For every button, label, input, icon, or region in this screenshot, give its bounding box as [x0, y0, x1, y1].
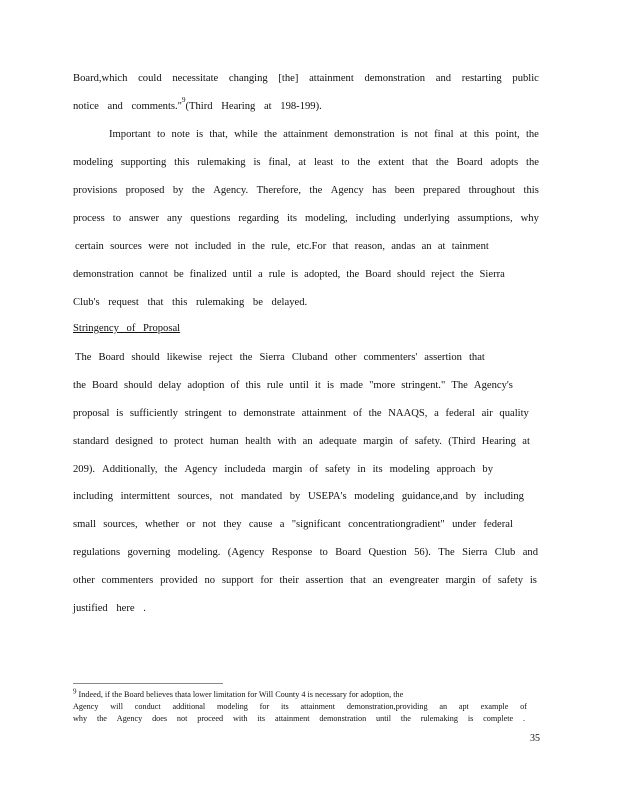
- word: apt: [458, 702, 469, 711]
- word: .: [522, 714, 525, 723]
- word: the: [164, 464, 178, 475]
- word: air: [481, 408, 493, 419]
- word: Agency: [73, 702, 99, 711]
- word: to: [228, 408, 237, 419]
- word: regulations: [73, 547, 121, 558]
- word: demonstration: [319, 714, 367, 723]
- word: at: [522, 436, 530, 447]
- word: could: [138, 73, 162, 84]
- word: proceed: [197, 714, 224, 723]
- word: Board: [335, 547, 362, 558]
- word: Agency: [116, 714, 143, 723]
- word: andas: [391, 241, 416, 252]
- word: governing: [127, 547, 171, 558]
- word: complete: [483, 714, 514, 723]
- word: of: [399, 436, 409, 447]
- word: Board: [92, 380, 118, 391]
- word: the: [400, 714, 411, 723]
- word: stringent: [184, 408, 222, 419]
- body-line-9: [73, 296, 539, 310]
- word: is: [529, 575, 537, 586]
- word: final,: [268, 157, 291, 168]
- word: Response: [271, 547, 313, 558]
- word: to: [341, 157, 350, 168]
- word: Agency's: [473, 380, 513, 391]
- word: example: [480, 702, 509, 711]
- body-line-9-text: Club's request that this rulemaking be delayed.: [73, 297, 308, 308]
- footnote-line-1-text: Indeed, if the Board believes thata lower limitation for Will County 4 is necessary for adoption, the: [76, 690, 404, 699]
- section-line-8: [73, 546, 538, 560]
- word: rule,: [271, 241, 291, 252]
- body-line-2-tail: (Third Hearing at 198-199).: [185, 101, 322, 112]
- section-line-6: [73, 490, 524, 504]
- word: under: [452, 519, 477, 530]
- word: until: [289, 380, 309, 391]
- word: rule: [268, 269, 286, 280]
- word: demonstration: [364, 73, 426, 84]
- section-line-10-text: justified here .: [73, 603, 146, 614]
- word: the: [357, 157, 371, 168]
- word: an: [439, 702, 448, 711]
- word: "significant: [291, 519, 341, 530]
- word: protect: [174, 436, 204, 447]
- word: attainment: [283, 129, 328, 140]
- body-line-5: [73, 184, 539, 198]
- word: modeling.: [177, 547, 221, 558]
- word: to: [319, 547, 328, 558]
- word: is: [467, 714, 474, 723]
- word: any: [167, 213, 183, 224]
- word: the: [73, 380, 86, 391]
- word: mandated: [240, 491, 283, 502]
- word: proposal: [73, 408, 110, 419]
- word: assertion: [305, 575, 344, 586]
- word: Important: [109, 129, 151, 140]
- word: human: [209, 436, 239, 447]
- section-line-4: [73, 435, 530, 449]
- word: proposed: [125, 185, 165, 196]
- word: be: [173, 269, 184, 280]
- word: of: [520, 702, 527, 711]
- word: their: [279, 575, 299, 586]
- word: or: [186, 519, 196, 530]
- word: health: [245, 436, 271, 447]
- body-line-8: [73, 268, 505, 282]
- word: of: [353, 408, 362, 419]
- word: safety.: [414, 436, 442, 447]
- word: rule: [266, 380, 284, 391]
- word: this: [245, 380, 261, 391]
- word: included: [194, 241, 232, 252]
- word: safety: [497, 575, 524, 586]
- word: its: [280, 702, 289, 711]
- word: modeling,: [304, 213, 348, 224]
- word: modeling: [354, 491, 395, 502]
- word: regarding: [238, 213, 279, 224]
- word: adopted,: [304, 269, 341, 280]
- body-line-7: [75, 240, 489, 254]
- word: not: [176, 714, 188, 723]
- word: Board: [365, 269, 392, 280]
- word: includeda: [224, 464, 266, 475]
- word: finalized: [189, 269, 227, 280]
- word: small: [73, 519, 96, 530]
- word: Agency: [184, 464, 218, 475]
- word: designed: [115, 436, 153, 447]
- word: of: [230, 380, 240, 391]
- word: of: [482, 575, 492, 586]
- word: at: [459, 129, 468, 140]
- word: its: [372, 464, 383, 475]
- word: changing: [228, 73, 268, 84]
- word: they: [223, 519, 242, 530]
- word: sources: [110, 241, 142, 252]
- word: prepared: [423, 185, 461, 196]
- word: an: [372, 575, 383, 586]
- word: an: [302, 436, 313, 447]
- word: why: [520, 213, 539, 224]
- word: sources,: [177, 491, 213, 502]
- word: extent: [378, 157, 405, 168]
- word: demonstration,providing: [346, 702, 428, 711]
- word: that: [468, 352, 485, 363]
- word: Board,which: [73, 73, 128, 84]
- word: final: [434, 129, 454, 140]
- word: answer: [129, 213, 160, 224]
- word: cannot: [139, 269, 168, 280]
- word: Sierra: [479, 269, 505, 280]
- word: margin: [445, 575, 476, 586]
- word: Cluband: [291, 352, 328, 363]
- section-line-7: [73, 518, 513, 532]
- word: The: [438, 547, 455, 558]
- word: been: [394, 185, 415, 196]
- word: approach: [436, 464, 476, 475]
- word: why: [73, 714, 88, 723]
- word: underlying: [403, 213, 450, 224]
- word: quality: [499, 408, 529, 419]
- word: intermittent: [120, 491, 171, 502]
- word: delay: [158, 380, 182, 391]
- word: Therefore,: [256, 185, 301, 196]
- word: is: [196, 129, 204, 140]
- word: a: [258, 269, 263, 280]
- section-heading: Stringency of Proposal: [73, 323, 181, 334]
- footnote-divider: [73, 683, 223, 684]
- word: attainment: [300, 702, 336, 711]
- word: Club: [494, 547, 516, 558]
- word: for: [260, 575, 273, 586]
- word: attainment: [274, 714, 310, 723]
- word: sufficiently: [129, 408, 178, 419]
- word: conduct: [134, 702, 161, 711]
- word: other: [334, 352, 357, 363]
- word: at: [437, 241, 446, 252]
- word: that: [332, 241, 349, 252]
- word: Agency: [330, 185, 364, 196]
- word: at: [298, 157, 307, 168]
- word: is: [116, 408, 124, 419]
- word: provided: [160, 575, 198, 586]
- word: supporting: [120, 157, 167, 168]
- word: necessitate: [172, 73, 219, 84]
- word: Additionally,: [102, 464, 158, 475]
- word: concentrationgradient": [348, 519, 445, 530]
- word: until: [376, 714, 392, 723]
- word: the: [239, 352, 253, 363]
- word: that,: [209, 129, 228, 140]
- word: demonstration: [334, 129, 395, 140]
- word: point,: [495, 129, 520, 140]
- word: to: [112, 213, 122, 224]
- word: Board: [98, 352, 125, 363]
- word: of: [309, 464, 319, 475]
- body-line-2-text: notice and comments.": [73, 101, 182, 112]
- word: Agency.: [213, 185, 249, 196]
- word: adequate: [319, 436, 357, 447]
- word: reject: [209, 352, 233, 363]
- word: that: [412, 157, 428, 168]
- word: The: [451, 380, 468, 391]
- word: demonstration: [73, 269, 134, 280]
- word: 209).: [73, 464, 96, 475]
- word: to: [157, 129, 166, 140]
- word: has: [372, 185, 387, 196]
- word: safety: [325, 464, 351, 475]
- word: Board: [456, 157, 483, 168]
- word: were: [148, 241, 169, 252]
- word: an: [421, 241, 432, 252]
- word: the: [368, 408, 382, 419]
- word: etc.For: [296, 241, 327, 252]
- word: additional: [172, 702, 206, 711]
- word: including: [73, 491, 114, 502]
- word: reason,: [354, 241, 385, 252]
- word: it: [314, 380, 321, 391]
- body-line-6: [73, 212, 539, 226]
- word: not: [202, 519, 217, 530]
- word: is: [291, 269, 299, 280]
- word: support: [221, 575, 254, 586]
- word: a: [434, 408, 439, 419]
- word: the: [346, 269, 360, 280]
- word: the: [460, 269, 474, 280]
- word: not: [414, 129, 428, 140]
- word: should: [124, 380, 153, 391]
- word: this: [473, 129, 489, 140]
- word: the: [435, 157, 449, 168]
- word: other: [73, 575, 95, 586]
- word: made: [340, 380, 363, 391]
- page-number: 35: [530, 733, 540, 744]
- word: modeling: [389, 464, 430, 475]
- word: by: [172, 185, 184, 196]
- word: that: [350, 575, 366, 586]
- word: adopts: [490, 157, 519, 168]
- word: questions: [190, 213, 231, 224]
- word: for: [259, 702, 270, 711]
- word: modeling: [73, 157, 114, 168]
- section-line-1: [75, 351, 485, 365]
- section-line-5: [73, 463, 493, 477]
- word: Question: [368, 547, 407, 558]
- word: margin: [272, 464, 303, 475]
- word: whether: [144, 519, 180, 530]
- footnote-mark: 9: [73, 687, 77, 696]
- word: this: [174, 157, 190, 168]
- word: by: [465, 491, 477, 502]
- word: restarting: [461, 73, 502, 84]
- word: the: [309, 185, 323, 196]
- word: the: [525, 129, 539, 140]
- section-line-10: [73, 602, 539, 616]
- word: stringent.": [401, 380, 446, 391]
- word: is: [400, 129, 409, 140]
- word: in: [237, 241, 246, 252]
- word: public: [512, 73, 539, 84]
- word: by: [482, 464, 493, 475]
- word: while: [234, 129, 258, 140]
- word: "more: [369, 380, 396, 391]
- word: no: [204, 575, 216, 586]
- word: (Third: [448, 436, 476, 447]
- word: the: [526, 157, 539, 168]
- word: throughout: [468, 185, 516, 196]
- word: does: [152, 714, 168, 723]
- word: process: [73, 213, 105, 224]
- section-line-3: [73, 407, 529, 421]
- word: will: [110, 702, 123, 711]
- word: including: [483, 491, 524, 502]
- word: [the]: [278, 73, 299, 84]
- footnote-line-2: [73, 701, 527, 712]
- word: guidance,and: [401, 491, 459, 502]
- word: is: [253, 157, 261, 168]
- section-line-9: [73, 574, 537, 588]
- word: with: [277, 436, 297, 447]
- word: 56).: [414, 547, 431, 558]
- word: provisions: [73, 185, 118, 196]
- word: assertion: [424, 352, 462, 363]
- word: Hearing: [481, 436, 516, 447]
- footnote-line-1: [73, 689, 517, 700]
- word: assumptions,: [457, 213, 513, 224]
- word: least: [313, 157, 334, 168]
- word: federal: [483, 519, 513, 530]
- word: not: [219, 491, 234, 502]
- word: Sierra: [462, 547, 488, 558]
- footnote-ref: 9: [182, 96, 186, 104]
- body-line-4: [73, 156, 539, 170]
- word: margin: [363, 436, 393, 447]
- word: Sierra: [259, 352, 285, 363]
- word: modeling: [216, 702, 248, 711]
- word: its: [257, 714, 266, 723]
- word: the: [191, 185, 205, 196]
- word: tainment: [451, 241, 489, 252]
- word: attainment: [301, 408, 347, 419]
- word: with: [232, 714, 248, 723]
- word: and: [435, 73, 452, 84]
- word: likewise: [166, 352, 202, 363]
- word: cause: [248, 519, 273, 530]
- body-line-2: [73, 96, 539, 114]
- word: attainment: [309, 73, 354, 84]
- word: in: [357, 464, 366, 475]
- word: and: [522, 547, 538, 558]
- word: reject: [431, 269, 455, 280]
- word: until: [232, 269, 253, 280]
- word: standard: [73, 436, 109, 447]
- word: NAAQS,: [388, 408, 428, 419]
- word: to: [159, 436, 168, 447]
- word: the: [96, 714, 107, 723]
- word: evengreater: [389, 575, 439, 586]
- word: commenters: [101, 575, 154, 586]
- word: rulemaking: [197, 157, 246, 168]
- footnote-first-wrap: [73, 689, 403, 700]
- word: a: [279, 519, 285, 530]
- word: demonstrate: [243, 408, 296, 419]
- body-line-1: [73, 72, 539, 86]
- section-line-2: [73, 379, 513, 393]
- body-line-3: [109, 128, 539, 142]
- word: not: [174, 241, 189, 252]
- word: the: [263, 129, 277, 140]
- word: certain: [75, 241, 104, 252]
- word: by: [289, 491, 301, 502]
- word: note: [171, 129, 190, 140]
- word: USEPA's: [307, 491, 347, 502]
- word: its: [286, 213, 297, 224]
- word: federal: [445, 408, 475, 419]
- word: should: [396, 269, 426, 280]
- word: commenters': [363, 352, 418, 363]
- word: adoption: [187, 380, 225, 391]
- word: is: [326, 380, 334, 391]
- footnote-line-3: [73, 713, 525, 724]
- word: including: [355, 213, 396, 224]
- word: the: [251, 241, 265, 252]
- word: rulemaking: [420, 714, 458, 723]
- word: sources,: [103, 519, 138, 530]
- word: this: [523, 185, 539, 196]
- word: The: [75, 352, 92, 363]
- word: (Agency: [227, 547, 265, 558]
- word: should: [131, 352, 160, 363]
